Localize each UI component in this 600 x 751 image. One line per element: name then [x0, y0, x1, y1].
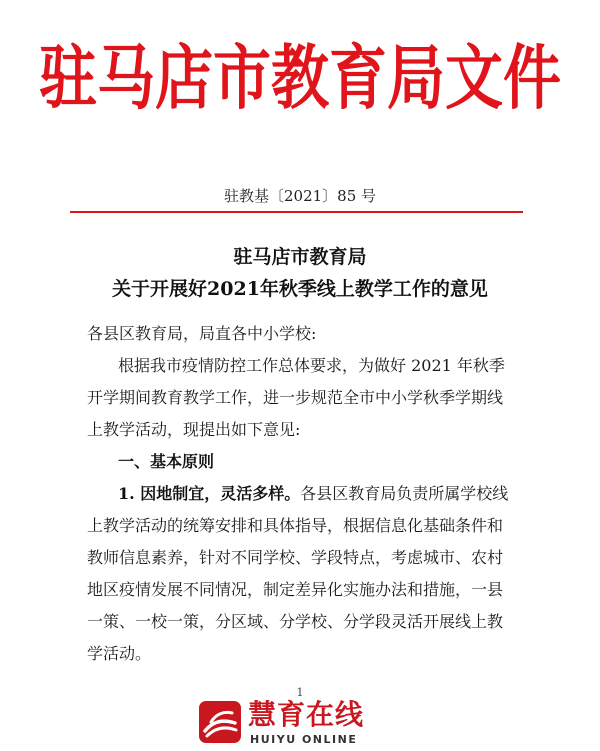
huiyu-watermark-logo: [198, 698, 408, 750]
point-line: 地区疫情发展不同情况，制定差异化实施办法和措施，一县: [87, 580, 504, 599]
point-line: 教师信息素养，针对不同学校、学段特点，考虑城市、农村: [87, 548, 504, 567]
intro-line: 上教学活动，现提出如下意见:: [87, 420, 301, 439]
section-heading: 一、基本原则: [118, 452, 215, 471]
document-title-subject: 关于开展好2021年秋季线上教学工作的意见: [112, 278, 488, 300]
watermark-chinese-text: 慧育在线: [248, 698, 365, 731]
intro-line: 根据我市疫情防控工作总体要求，为做好 2021 年秋季: [118, 356, 505, 375]
page-number: 1: [296, 686, 304, 699]
document-title-issuer: 驻马店市教育局: [233, 246, 367, 268]
point-lead: 1. 因地制宜，灵活多样。: [118, 484, 301, 503]
intro-line: 开学期间教育教学工作，进一步规范全市中小学秋季学期线: [87, 388, 504, 407]
point-line: 上教学活动的统筹安排和具体指导，根据信息化基础条件和: [87, 516, 504, 535]
watermark-english-text: HUIYU ONLINE: [250, 733, 358, 746]
point-first-line: [118, 483, 508, 505]
red-divider-line: [70, 211, 523, 213]
document-masthead: 驻马店市教育局文件: [38, 37, 561, 119]
document-number: 驻教基〔2021〕85 号: [223, 187, 377, 205]
point-line: 一策、一校一策，分区域、分学校、分学段灵活开展线上教: [87, 612, 504, 631]
point-line: 学活动。: [87, 644, 152, 663]
huiyu-logo-icon: [198, 700, 242, 744]
salutation: 各县区教育局，局直各中小学校:: [87, 324, 317, 343]
point-first-rest: 各县区教育局负责所属学校线: [300, 484, 509, 503]
